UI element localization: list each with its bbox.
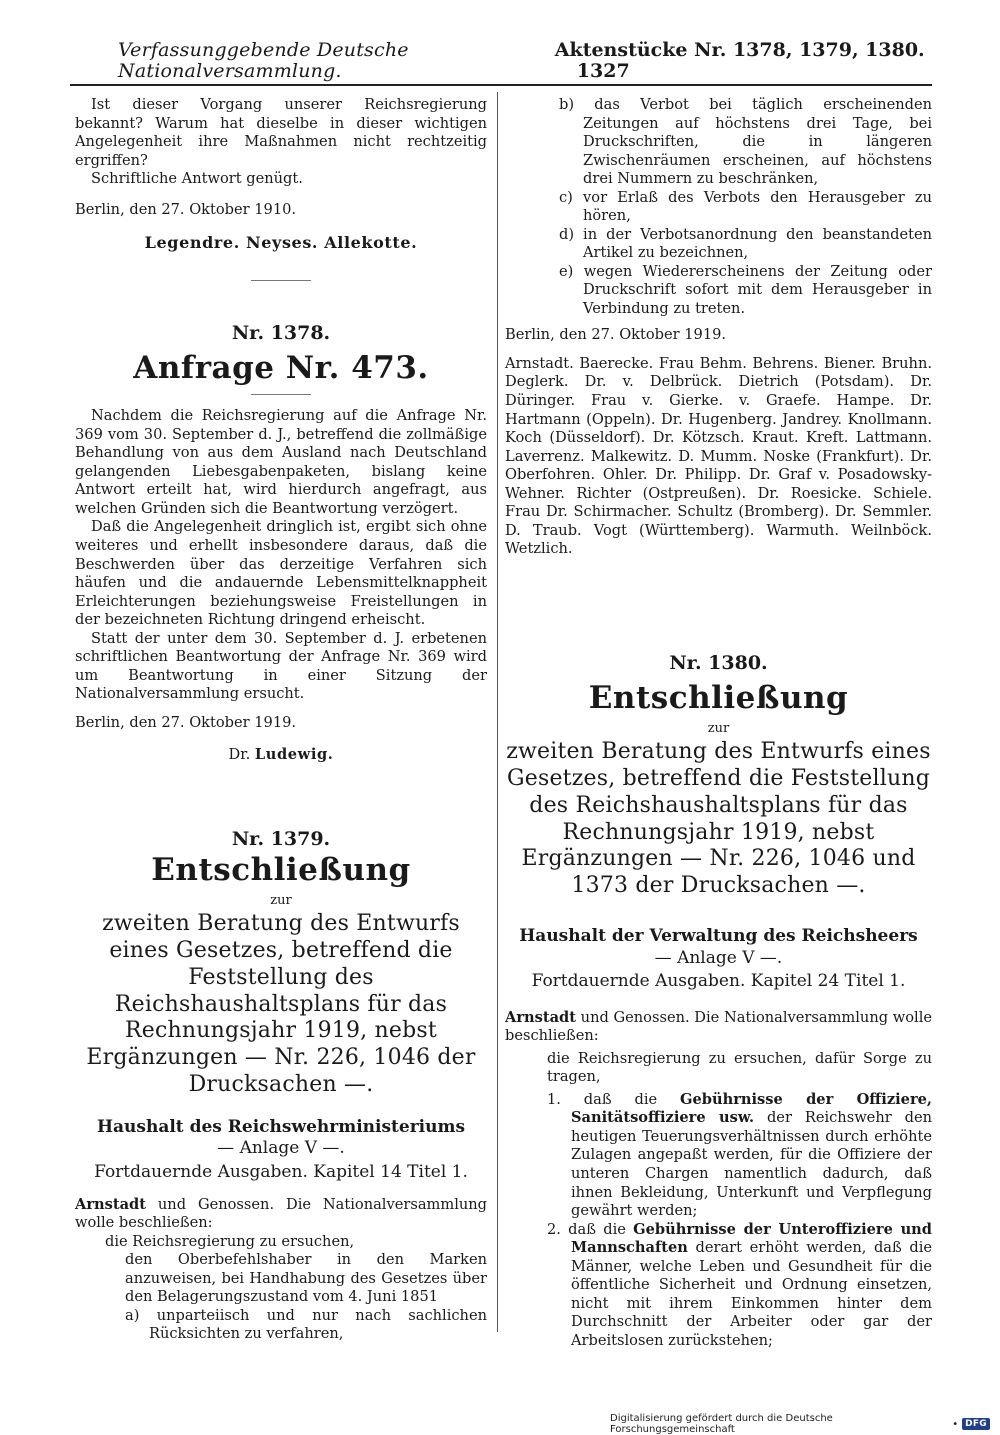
motion-point-1: 1. daß die Gebührnisse der Offiziere, Sanitätsoffiziere usw. der Reichswehr den heutigen Teuerungsverhältnissen durch erhöhte Zulagen angepaßt werden, für die Offiziere der unteren Chargen namentlich dadurch, daß ihnen Bekleidung, Unterkunft und Verpflegung gewährt werden;	[547, 1090, 933, 1220]
zur-label: zur	[270, 892, 292, 908]
header-rule	[70, 84, 932, 86]
item-title: Entschließung	[588, 679, 849, 716]
column-divider	[497, 92, 498, 1332]
separator	[251, 280, 311, 281]
separator-dot: •	[952, 1418, 959, 1430]
signatory-list: Arnstadt. Baerecke. Frau Behm. Behrens. Biener. Bruhn. Deglerk. Dr. v. Delbrück. Dietrich (Potsdam). Dr. Düringer. Frau v. Gierke. v. Graefe. Hampe. Dr. Hartmann (Oppeln). Dr. Hugenberg. Jandrey. Knollmann. Koch (Düsseldorf). Dr. Kötzsch. Kraut. Kreft. Lattmann. Laverrenz. Malkewitz. D. Mumm. Noske (Frankfurt). Dr. Oberfohren. Ohler. Dr. Philipp. Dr. Graf v. Posadowsky-Wehner. Richter (Ostpreußen). Dr. Roesicke. Schiele. Frau Dr. Schirmacher. Schultz (Bromberg). Dr. Semmler. D. Traub. Vogt (Württemberg). Warmuth. Weilnböck. Wetzlich.	[505, 354, 932, 558]
motion-point-c: c) vor Erlaß des Verbots den Herausgeber zu hören,	[559, 188, 932, 225]
separator	[251, 394, 311, 395]
item-number: Nr. 1378.	[231, 321, 331, 344]
date-line: Berlin, den 27. Oktober 1910.	[75, 200, 297, 218]
zur-label: zur	[707, 720, 730, 736]
item-description: zweiten Beratung des Entwurfs eines Gesetzes, betreffend die Feststellung des Reichshaushaltsplans für das Rechnungsjahr 1919, nebst Ergänzungen — Nr. 226, 1046 und 1373 der Drucksachen —.	[506, 739, 931, 899]
paragraph: Statt der unter dem 30. September d. J. erbetenen schriftlichen Beantwortung der Anfrage Nr. 369 wird um Beantwortung in einer Sitzung der Nationalversammlung ersucht.	[75, 629, 487, 703]
section-heading: Haushalt der Verwaltung des Reichsheers	[519, 925, 918, 946]
left-column	[75, 96, 487, 1344]
date-line: Berlin, den 27. Oktober 1919.	[75, 713, 297, 731]
date-line: Berlin, den 27. Oktober 1919.	[505, 326, 727, 344]
item-title: Entschließung	[151, 851, 411, 888]
chapter-line: Fortdauernde Ausgaben. Kapitel 14 Titel 1.	[94, 1162, 468, 1183]
signatory: Dr. Ludewig.	[228, 746, 334, 764]
motion-request: die Reichsregierung zu ersuchen, dafür Sorge zu tragen,	[547, 1049, 932, 1086]
motion-intro: Arnstadt und Genossen. Die Nationalversammlung wolle beschließen:	[75, 1195, 487, 1232]
page-number: 1327	[576, 60, 630, 83]
motion-point-a: a) unparteiisch und nur nach sachlichen Rücksichten zu verfahren,	[125, 1306, 487, 1343]
section-annex: — Anlage V —.	[654, 947, 783, 968]
digitization-footer	[610, 1413, 990, 1435]
paragraph: Daß die Angelegenheit dringlich ist, ergibt sich ohne weiteres und erhellt insbesondere daraus, daß die Beschwerden über das derzeitige Verfahren sich häufen und die andauernde Lebensmittelknappheit Erleichterungen beziehungsweise Freistellungen in der bezeichneten Richtung dringend erheischt.	[75, 518, 487, 629]
item-description: zweiten Beratung des Entwurfs eines Gesetzes, betreffend die Feststellung des Reichshaushaltsplans für das Rechnungsjahr 1919, nebst Ergänzungen — Nr. 226, 1046 der Drucksachen —.	[86, 911, 476, 1098]
motion-detail: den Oberbefehlshaber in den Marken anzuweisen, bei Handhabung des Gesetzes über den Belagerungszustand vom 4. Juni 1851	[125, 1251, 487, 1306]
motion-intro: Arnstadt und Genossen. Die Nationalversammlung wolle beschließen:	[505, 1008, 932, 1045]
motion-point-d: d) in der Verbotsanordnung den beanstandeten Artikel zu bezeichnen,	[559, 225, 932, 262]
motion-point-2: 2. daß die Gebührnisse der Unteroffiziere und Mannschaften derart erhöht werden, daß die Männer, welche Leben und Gesundheit für die öffentliche Sicherheit und Ordnung einsetzen, nicht mit ihrem Einkommen hinter dem Durchschnitt der Arbeiter oder gar der Arbeitslosen zurückstehen;	[547, 1220, 933, 1349]
motion-request: die Reichsregierung zu ersuchen,	[105, 1232, 355, 1250]
item-title: Anfrage Nr. 473.	[133, 349, 429, 386]
signatories: Legendre. Neyses. Allekotte.	[144, 233, 418, 253]
right-column	[505, 96, 932, 1350]
answer-note: Schriftliche Antwort genügt.	[91, 170, 303, 188]
footer-text: Digitalisierung gefördert durch die Deutsche Forschungsgemeinschaft	[610, 1413, 833, 1435]
question-text: Ist dieser Vorgang unserer Reichsregierung bekannt? Warum hat dieselbe in dieser wichtigen Angelegenheit ihre Maßnahmen nicht rechtzeitig ergriffen?	[75, 96, 487, 169]
dfg-logo: DFG	[962, 1418, 990, 1430]
section-heading: Haushalt des Reichswehrministeriums	[96, 1116, 466, 1137]
header-items: Aktenstücke Nr. 1378, 1379, 1380.	[554, 39, 925, 62]
section-annex: — Anlage V —.	[217, 1138, 345, 1159]
chapter-line: Fortdauernde Ausgaben. Kapitel 24 Titel 1.	[531, 971, 906, 992]
paragraph: Nachdem die Reichsregierung auf die Anfrage Nr. 369 vom 30. September d. J., betreffend die zollmäßige Behandlung von aus dem Ausland nach Deutschland gelangenden Liebesgabenpaketen, bislang keine Antwort erteilt hat, wird hierdurch angefragt, aus welchen Gründen sich die Beantwortung verzögert.	[75, 407, 487, 517]
motion-point-b: b) das Verbot bei täglich erscheinenden Zeitungen auf höchstens drei Tage, bei Druckschriften, die in längeren Zwischenräumen erscheinen, auf höchstens drei Nummern zu beschränken,	[559, 96, 932, 188]
item-number: Nr. 1379.	[231, 827, 331, 850]
header-title: Verfassunggebende Deutsche Nationalversammlung.	[118, 39, 409, 83]
item-number: Nr. 1380.	[669, 651, 768, 674]
page-header	[118, 39, 933, 83]
motion-point-e: e) wegen Wiedererscheinens der Zeitung oder Druckschrift sofort mit dem Herausgeber in Verbindung zu treten.	[559, 262, 932, 317]
